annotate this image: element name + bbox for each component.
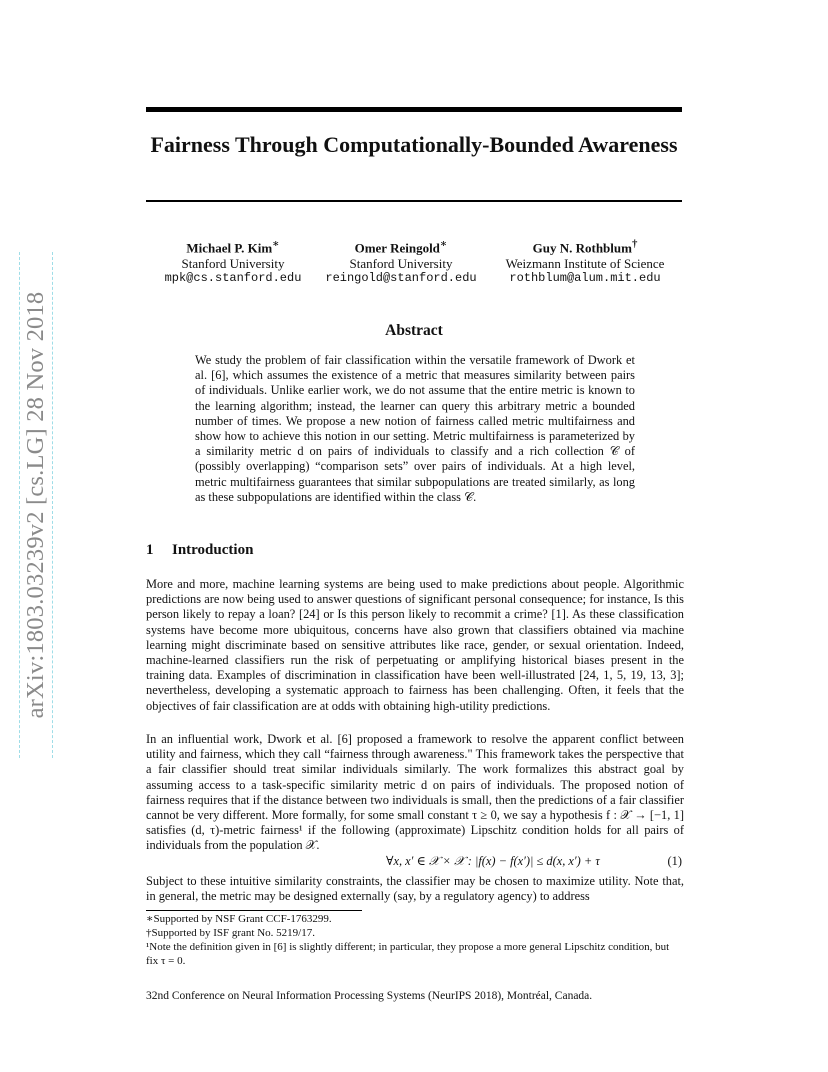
author-2 (314, 237, 488, 287)
footnote-3: ¹Note the definition given in [6] is slightly different; in particular, they propose a more general Lipschitz condition, but fix τ = 0. (146, 941, 670, 967)
author-affiliation: Stanford University (349, 255, 453, 271)
author-name: Guy N. Rothblum (532, 240, 632, 256)
conference-note: 32nd Conference on Neural Information Processing Systems (NeurIPS 2018), Montréal, Canada. (146, 990, 593, 1002)
intro-paragraph-3: Subject to these intuitive similarity constraints, the classifier may be chosen to maximize utility. Note that, in general, the metric may be designed externally (say, by a regulatory agency) to address (146, 874, 684, 904)
intro-paragraph-2: In an influential work, Dwork et al. [6] proposed a framework to resolve the apparent conflict between utility and fairness, which they call “fairness through awareness." This framework takes the perspective that a fair classifier should treat similar individuals similarly. The work formalizes this abstract goal by assuming access to a task-specific similarity metric d on pairs of individuals. The proposed notion of fairness requires that if the distance between two individuals is small, then the predictions of a fair classifier cannot be very different. More formally, for some small constant τ ≥ 0, we say a hypothesis f : 𝒳 → [−1, 1] satisfies (d, τ)-metric fairness¹ if the following (approximate) Lipschitz condition holds for all pairs of individuals from the population 𝒳. (146, 732, 684, 853)
title-bottom-rule (146, 200, 682, 202)
title-top-rule (146, 107, 682, 112)
author-email[interactable]: mpk@cs.stanford.edu (164, 271, 302, 286)
footnote-1: ∗Supported by NSF Grant CCF-1763299. (146, 913, 332, 925)
author-1 (146, 237, 320, 287)
author-email[interactable]: rothblum@alum.mit.edu (509, 271, 661, 286)
author-affiliation: Weizmann Institute of Science (505, 255, 665, 271)
arxiv-stamp-text: arXiv:1803.03239v2 [cs.LG] 28 Nov 2018 (22, 291, 49, 719)
author-mark: † (631, 238, 638, 250)
equation-formula: ∀x, x′ ∈ 𝒳 × 𝒳 : |f(x) − f(x′)| ≤ d(x, x′) + τ (386, 854, 600, 868)
author-email[interactable]: reingold@stanford.edu (325, 271, 477, 286)
section-number: 1 (146, 542, 154, 558)
arxiv-stamp (19, 252, 53, 758)
footnote-2: †Supported by ISF grant No. 5219/17. (146, 927, 315, 939)
author-name: Omer Reingold (354, 240, 440, 256)
author-affiliation: Stanford University (181, 255, 285, 271)
equation-1 (146, 853, 682, 869)
section-title: Introduction (172, 542, 254, 558)
abstract-heading: Abstract (385, 322, 443, 339)
section-heading (146, 542, 253, 559)
intro-paragraph-1: More and more, machine learning systems are being used to make predictions about people. Algorithmic predictions are now being used to answer questions of significant personal consequence; for instance, Is this person likely to repay a loan? [24] or Is this person likely to recommit a crime? [1]. As these classification systems have become more ubiquitous, concerns have also grown that classifiers obtained via machine learning might discriminate based on sensitive attributes like race, gender, or sexual orientation. Indeed, machine-learned classifiers run the risk of perpetuating or amplifying historical biases present in the training data. Examples of discrimination in classification have been well-illustrated [24, 1, 5, 19, 13, 3]; nevertheless, developing a systematic approach to fairness has been challenging. Often, it feels that the objectives of fair classification are at odds with obtaining high-utility predictions. (146, 577, 684, 713)
equation-number: (1) (667, 854, 682, 868)
paper-title: Fairness Through Computationally-Bounded Awareness (150, 132, 678, 157)
footnote-rule (146, 910, 362, 911)
author-name: Michael P. Kim (186, 240, 273, 256)
author-3 (490, 237, 680, 287)
abstract-text: We study the problem of fair classification within the versatile framework of Dwork et al. [6], which assumes the existence of a metric that measures similarity between pairs of individuals. Unlike earlier work, we do not assume that the entire metric is known to the learning algorithm; instead, the learner can query this arbitrary metric a bounded number of times. We propose a new notion of fairness called metric multifairness and show how to achieve this notion in our setting. Metric multifairness is parameterized by a similarity metric d on pairs of individuals to classify and a rich collection 𝒞 of (possibly overlapping) “comparison sets” over pairs of individuals. At a high level, metric multifairness guarantees that similar subpopulations are treated similarly, as long as these subpopulations are identified within the class 𝒞. (195, 353, 635, 504)
author-mark: ∗ (439, 238, 448, 250)
author-mark: ∗ (272, 238, 280, 250)
